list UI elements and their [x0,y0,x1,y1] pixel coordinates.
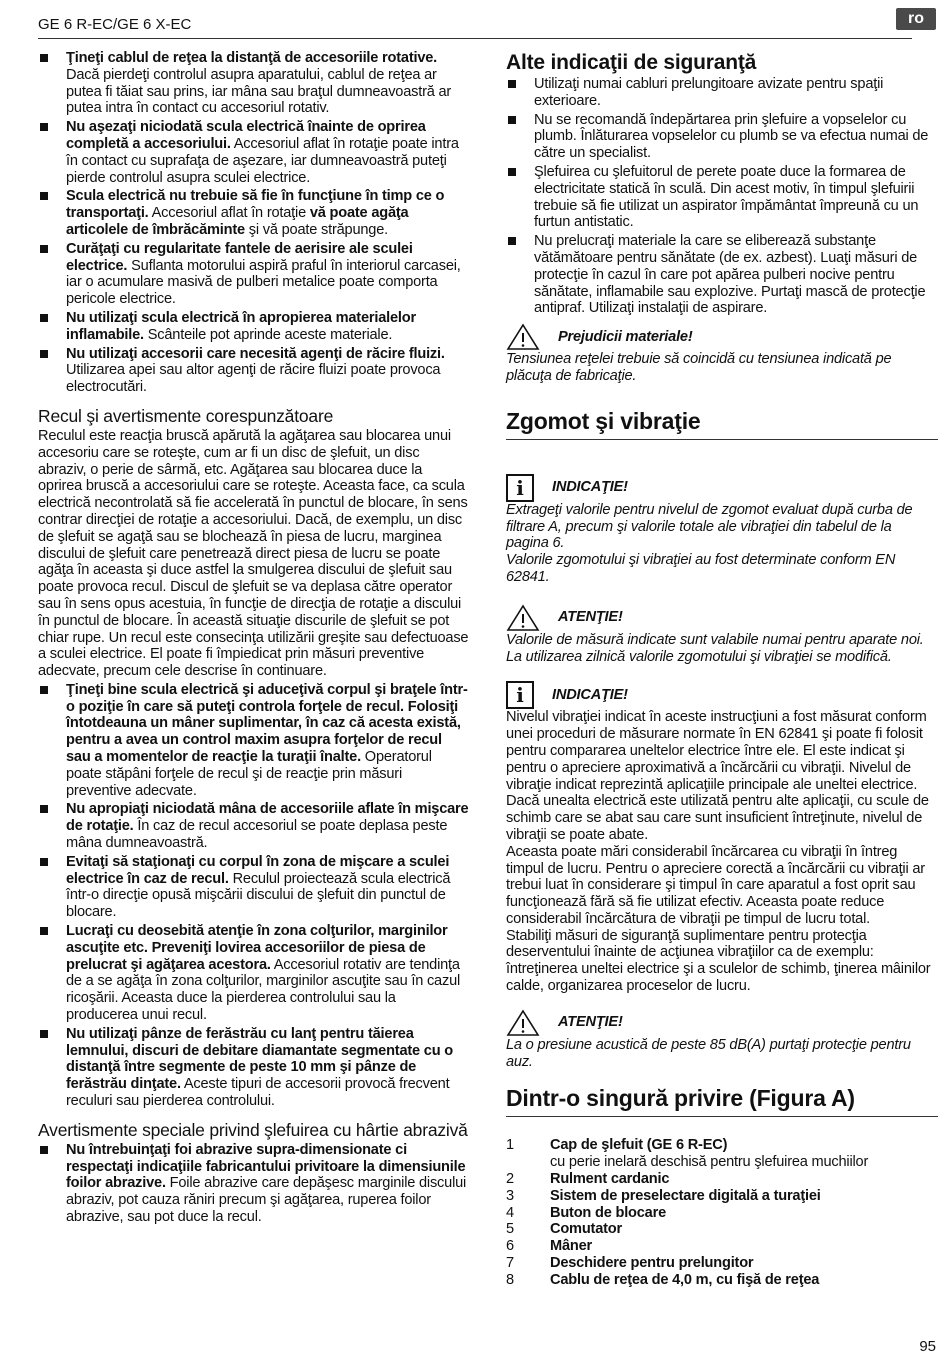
overview-label: Sistem de preselectare digitală a turaţiei [550,1187,821,1204]
bullet-bold-text: Nu aşezaţi niciodată scula electrică înainte de oprirea completă a accesoriului. [66,119,426,152]
bullet-bold-text: Lucraţi cu deosebită atenţie în zona colţurilor, marginilor ascuţite etc. Preveniţi lovirea accesoriilor de piesa de prelucrat şi agăţarea acestora. [66,923,448,973]
overview-label: Mâner [550,1238,592,1255]
overview-number: 5 [506,1221,514,1238]
notice-label: ATENŢIE! [558,609,623,626]
bullet-text: Nu prelucraţi materiale la care se eliberează substanţe vătămătoare pentru sănătate (de ex. azbest). Luaţi măsuri de protecţie în cazul în care pot apărea pulberi nocive pentru sănătate, inflamabile sau explozive. Purtaţi mască de protecţie antipraf. Utilizaţi instalaţii de aspirare. [534,233,926,317]
bullet-item [38,346,470,396]
bullet-text: Utilizaţi numai cabluri prelungitoare avizate pentru spaţii exterioare. [534,76,884,109]
overview-number: 2 [506,1171,514,1188]
bullet-text: şi vă poate străpunge. [244,221,388,238]
bullet-bold-text: Evitaţi să staţionaţi cu corpul în zona de mişcare a sculei electrice în caz de recul. [66,853,450,887]
bullet-text: Suflanta motorului aspiră praful în interiorul carcasei, iar o acumulare masivă de pulberi metalice poate comporta pericole electrice. [66,257,461,308]
bullet-bold-text: Ţineţi bine scula electrică şi aduceţivă corpul şi braţele într-o poziţie în care să puteţi controla forţele de recul. Folosiţi întotdeauna un mâner suplimentar, în caz că acesta există, pentru a avea un control maxim asupra forţelor de recul sau a momentelor de reacţie la turaţii înalte. [66,681,468,766]
bullet-text: Accesoriul rotativ are tendinţa de a se agăţa în zona colţurilor, marginilor ascuţite sau în cazul ricoşării. Aceasta duce la pierderea controlului sau la producerea unui recul. [66,956,461,1024]
bullet-item [38,854,470,921]
overview-number: 7 [506,1255,514,1272]
header-title: GE 6 R-EC/GE 6 X-EC [38,16,192,33]
overview-number: 3 [506,1187,514,1204]
bullet-square-icon [40,245,48,253]
bullet-text: În caz de recul accesoriul se poate deplasa peste mâna dumneavoastră. [66,818,448,852]
notice-label: Prejudicii materiale! [558,328,693,345]
bullet-item [506,76,938,110]
overview-list [506,1137,938,1288]
notice-indicatie-2 [506,681,938,709]
overview-item [506,1272,938,1289]
notice-label: INDICAŢIE! [552,686,628,703]
bullet-item [38,310,470,344]
bullet-square-icon [40,314,48,322]
overview-label: Rulment cardanic [550,1171,670,1188]
overview-label: Comutator [550,1221,622,1238]
bullet-square-icon [40,54,48,62]
notice-text: Nivelul vibraţiei indicat în aceste instrucţiuni a fost măsurat conform unei proceduri de măsurare normate în EN 62841 şi poate fi folosit pentru compararea uneltelor electrice între ele. El este indicat şi pentru o apreciere aproximativă a încărcării cu vibraţii. Nivelul de vibraţie indicat reprezintă aplicaţiile principale ale uneltei electrice. Dacă unealta electrică este utilizată pentru alte aplicaţii, cu scule de schimb care se abat sau care sunt insuficient întreţinute, nivelul de vibraţii se poate abate. Aceasta poate mări considerabil încărcarea cu vibraţii în întreg timpul de lucru. Pentru o apreciere corectă a încărcării cu vibraţii ar trebui luat în considerare şi timpul în care aparatul a fost oprit sau funcţionează fără să fie utilizat efectiv. Aceasta poate reduce considerabil încărcătura de vibraţii pe timpul de lucru total. Stabiliţi măsuri de siguranţă suplimentare pentru protecţia deserventului înainte de acţiunea vibraţiilor ca de exemplu: întreţinerea uneltei electrice şi a sculelor de schimb, ţinerea mâinilor calde, organizarea proceselor de lucru. [506,709,931,995]
bullet-bold-text: Scula electrică nu trebuie să fie în funcţiune în timp ce o transportaţi. [66,188,445,222]
overview-label: Buton de blocare [550,1204,666,1221]
left-column [38,50,470,1228]
bullet-bold-text: Ţineţi cablul de reţea la distanţă de accesoriile rotative. [66,50,438,66]
heading-recul: Recul şi avertismente corespunzătoare [38,405,334,426]
bullet-bold-text: Nu utilizaţi accesorii care necesită agenţi de răcire fluizi. [66,345,445,362]
overview-number: 4 [506,1204,514,1221]
bullet-bold-text: Nu utilizaţi pânze de ferăstrău cu lanţ pentru tăierea lemnului, discuri de debitare diamantate segmentate cu o distanţă între segmente de peste 10 mm şi pânze de ferăstrău dinţate. [66,1025,453,1093]
bullet-bold-text: Nu apropiaţi niciodată mâna de accesoriile aflate în mişcare de rotaţie. [66,801,469,835]
bullet-item [38,682,470,800]
bullet-item [506,164,938,231]
overview-label: Cablu de reţea de 4,0 m, cu fişă de reţea [550,1271,820,1288]
bullet-list-right [506,76,938,317]
bullet-bold-text: Nu întrebuinţaţi foi abrazive supra-dimensionate ci respectaţi indicaţiile fabricantului privitoare la dimensiunile foilor abrazive. [66,1141,466,1192]
header-rule [38,38,912,39]
language-badge: ro [896,8,936,30]
overview-number: 1 [506,1137,514,1154]
notice-atentie-2 [506,1009,938,1037]
bullet-bold-text: vă poate agăţa articolele de îmbrăcăminte [66,205,409,238]
bullet-item [38,1142,470,1226]
notice-text: La o presiune acustică de peste 85 dB(A) purtaţi protecţie pentru auz. [506,1036,911,1070]
bullet-text: Foile abrazive care depăşesc marginile discului abraziv, pot cauza răniri precum şi agăţarea, ruperea foilor abrazive, sau pot duce la recul. [66,1175,467,1225]
bullet-square-icon [40,1030,48,1038]
bullet-item [506,233,938,317]
bullet-item [506,112,938,162]
bullet-text: Dacă pierdeţi controlul asupra aparatului, cablul de reţea ar putea fi tăiat sau prins, iar mâna sau braţul dumneavoastră ar putea intra în contact cu accesoriul rotativ. [66,66,452,117]
overview-number: 8 [506,1271,514,1288]
bullet-item [38,119,470,186]
heading-abraziva: Avertismente speciale privind şlefuirea cu hârtie abrazivă [38,1119,468,1140]
bullet-square-icon [40,927,48,935]
bullet-square-icon [40,192,48,200]
info-icon: i [506,474,534,502]
bullet-item [38,241,470,308]
warning-triangle-icon [506,604,540,632]
bullet-square-icon [508,168,516,176]
notice-text: Tensiunea reţelei trebuie să coincidă cu tensiunea indicată pe plăcuţa de fabricaţie. [506,351,892,384]
bullet-square-icon [40,858,48,866]
bullet-item [38,188,470,238]
bullet-bold-text: Curăţaţi cu regularitate fantele de aerisire ale sculei electrice. [66,240,413,274]
notice-indicatie-1 [506,474,938,502]
bullet-list-2 [38,682,470,1110]
notice-prejudicii [506,323,938,351]
bullet-text: Accesoriul aflat în rotaţie poate intra în contact cu suprafaţa de aşezare, iar dumneavoastră puteţi pierde controlul asupra sculei electrice. [66,135,459,186]
bullet-item [38,1026,470,1110]
paragraph-recul: Reculul este reacţia bruscă apărută la agăţarea sau blocarea unui accesoriu care se roteşte, cum ar fi un disc de şlefuit, un disc abraziv, o perie de sârmă, etc. Agăţarea sau blocarea duce la oprirea bruscă a accesoriului care se roteşte. Aceasta face, ca scula electrică necontrolată să fie accelerată în punctul de blocare, în sens contrar direcţiei de rotaţie a accesoriului. Dacă, de exemplu, un disc de şlefuit se agaţă sau se blochează în piesa de lucru, marginea discului de şlefuit care penetrează direct piesa de lucru se poate agăţa în aceasta şi duce astfel la smulgerea discului de şlefuit sau poate provoca recul. Discul de şlefuit se va deplasa către operator sau în sens opus acestuia, în funcţie de direcţia de rotaţie a discului în punctul de blocare. În această situaţie discurile de şlefuit se pot chiar rupe. Un recul este consecinţa utilizării greşite sau defectuoase a sculei electrice. El poate fi împiedicat prin măsuri preventive adecvate, precum cele descrise în continuare. [38,427,469,680]
overview-item [506,1221,938,1238]
overview-label: Deschidere pentru prelungitor [550,1255,754,1272]
bullet-text: Aceste tipuri de accesorii provocă frecvent reculuri sau pierderea controlului. [66,1076,450,1110]
warning-triangle-icon [506,1009,540,1037]
bullet-text: Scânteile pot aprinde aceste materiale. [143,326,393,343]
bullet-list-1 [38,50,470,396]
notice-text: Extrageţi valorile pentru nivelul de zgomot evaluat după curba de filtrare A, precum şi valorile totale ale vibraţiei din tabelul de la pagina 6. Valorile zgomotului şi vibraţiei au fost determinate conform EN 62841. [506,501,913,585]
overview-item [506,1137,938,1171]
bullet-square-icon [508,80,516,88]
overview-sublabel: cu perie inelară deschisă pentru şlefuirea muchiilor [550,1154,869,1171]
notice-label: INDICAŢIE! [552,479,628,496]
bullet-square-icon [508,237,516,245]
notice-text: Valorile de măsură indicate sunt valabile numai pentru aparate noi. La utilizarea zilnică valorile zgomotului şi vibraţiei se modifică. [506,631,924,665]
bullet-list-3 [38,1142,470,1226]
heading-privire: Dintr-o singură privire (Figura A) [506,1084,938,1117]
warning-triangle-icon [506,323,540,351]
bullet-square-icon [40,805,48,813]
bullet-text: Şlefuirea cu şlefuitorul de perete poate duce la formarea de electricitate statică în sculă. Din acest motiv, în timpul şlefuirii trebuie să fie utilizat un aspirator împământat împreună cu un furtun antistatic. [534,163,919,231]
overview-number: 6 [506,1238,514,1255]
overview-item [506,1205,938,1222]
bullet-text: Utilizarea apei sau altor agenţi de răcire fluizi poate provoca electrocutări. [66,362,441,396]
bullet-square-icon [40,686,48,694]
heading-zgomot: Zgomot şi vibraţie [506,407,938,440]
overview-item [506,1255,938,1272]
bullet-square-icon [40,123,48,131]
notice-label: ATENŢIE! [558,1014,623,1031]
right-column [506,50,938,1289]
bullet-bold-text: Nu utilizaţi scula electrică în apropierea materialelor inflamabile. [66,309,416,343]
bullet-item [38,50,470,117]
bullet-square-icon [40,350,48,358]
overview-label: Cap de şlefuit (GE 6 R-EC) [550,1137,728,1154]
info-icon: i [506,681,534,709]
bullet-square-icon [40,1146,48,1154]
notice-atentie-1 [506,604,938,632]
bullet-text: Accesoriul aflat în rotaţie [148,205,310,222]
page-number: 95 [919,1338,936,1355]
bullet-text: Reculul proiectează scula electrică într-o direcţie opusă mişcării discului de şlefuit din punctul de blocare. [66,870,451,921]
bullet-item [38,801,470,851]
bullet-text: Operatorul poate stăpâni forţele de recul şi de reacţie prin măsuri preventive adecvate. [66,749,432,799]
overview-item [506,1238,938,1255]
bullet-text: Nu se recomandă îndepărtarea prin şlefuire a vopselelor cu plumb. Înlăturarea vopselelor cu plumb se va efectua numai de către un specialist. [534,111,929,162]
overview-item [506,1171,938,1188]
heading-alte: Alte indicaţii de siguranţă [506,51,757,74]
overview-item [506,1188,938,1205]
bullet-square-icon [508,116,516,124]
bullet-item [38,923,470,1024]
